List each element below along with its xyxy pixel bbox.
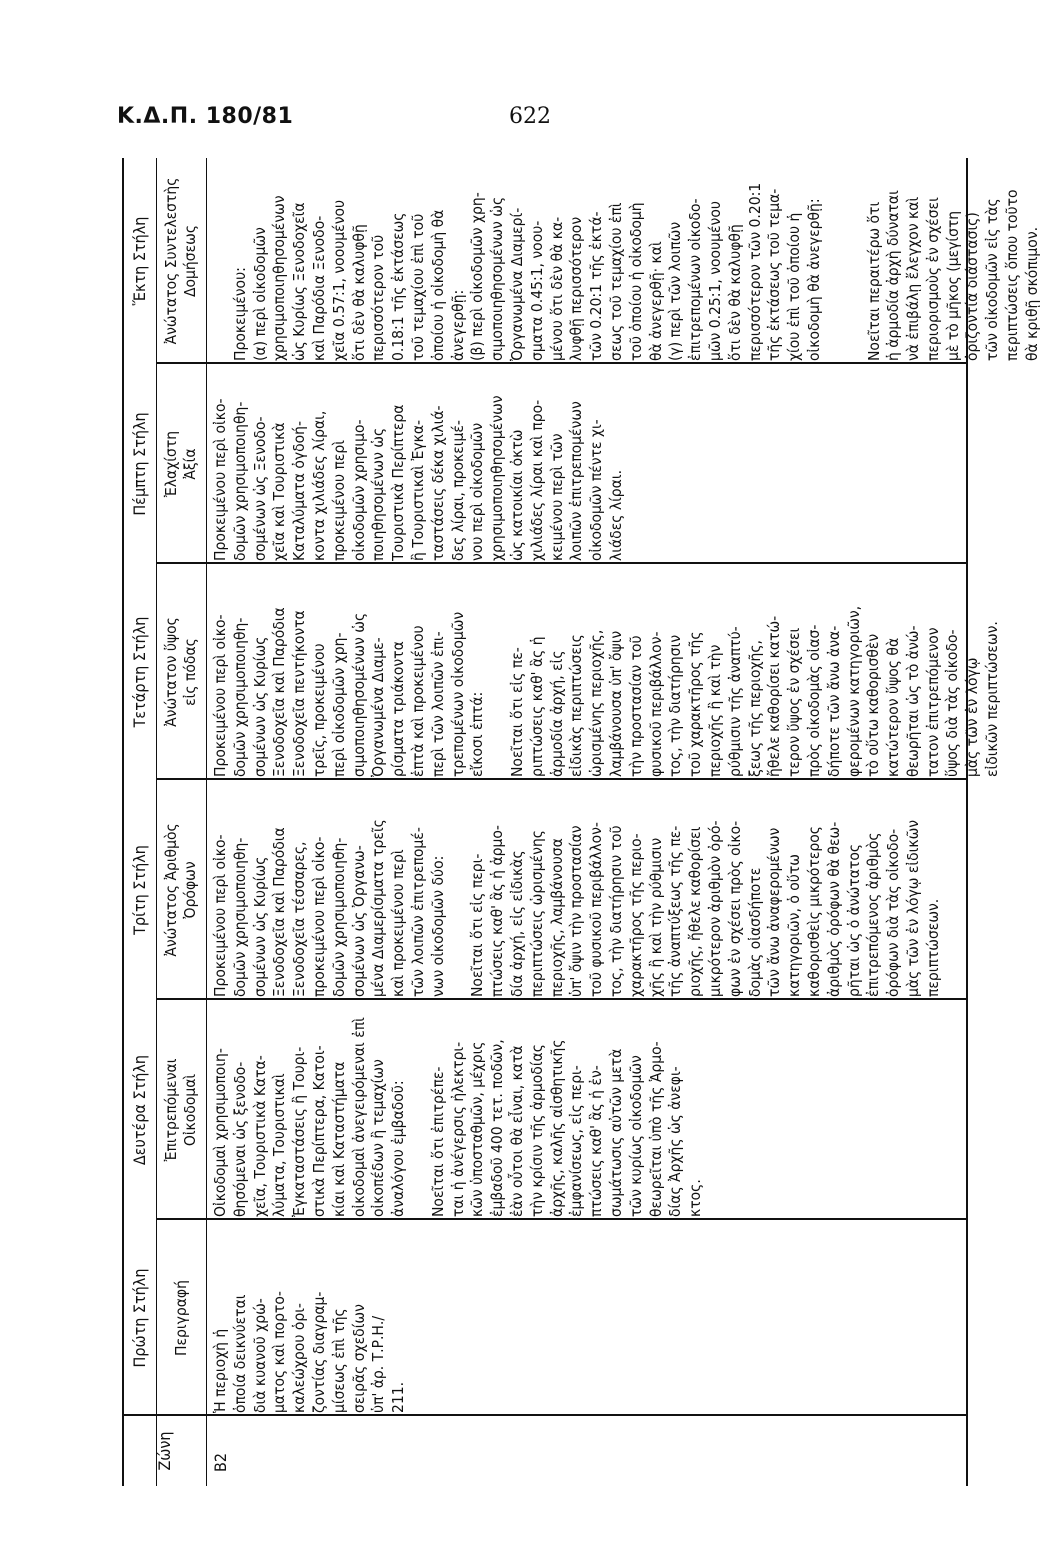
column-subtitle-6: Ἀνώτατος Συντελεστὴς Δομήσεως	[162, 177, 199, 345]
permitted-buildings-cell: Οἰκοδομαὶ χρησιμοποιη- θησόμεναι ὡς ξενοδο- χεῖα, Τουριστικὰ Κατα- λύματα, Τουριστικαὶ Ἐγκαταστάσεις ἢ Τουρι- στικὰ Περίπτερα, Κατοι- κίαι καὶ Καταστήματα οἰκοδομαὶ ἀνεγειρόμεναι ἐπὶ οἰκοπέδων ἢ τεμαχίων ἀναλόγου ἐμβαδοῦ: Νοεῖται ὅτι ἐπιτρέπε- ται ἡ ἀνέγερσις ἠλεκτρι- κῶν ὑποσταθμῶν, μέχρις ἐμβαδοῦ 400 τετ. ποδῶν, ἐὰν οὗτοι θὰ εἶναι, κατὰ τὴν κρίσιν τῆς ἁρμοδίας ἀρχῆς, καλῆς αἰσθητικῆς ἐμφανίσεως, εἰς περι- πτώσεις καθ' ἃς ἡ ἐν- σωμάτωσις αὐτῶν μετὰ τῶν κυρίως οἰκοδομῶν θεωρεῖται ὑπὸ τῆς Ἁρμο- δίας Ἀρχῆς ὡς ἀνεφι- κτος.	[211, 1017, 705, 1217]
page-header	[117, 104, 917, 138]
column-title-6: Ἕκτη Στήλη	[130, 216, 150, 306]
column-title-row	[124, 158, 157, 1486]
column-subtitle-5: Ἐλαχίστη Ἀξία	[162, 430, 199, 498]
column-subtitle-3: Ἀνώτατος Ἀριθμὸς Ὀρόφων	[162, 823, 199, 957]
minimum-value-cell: Προκειμένου περὶ οἰκο- δομῶν χρησιμοποιηθη- σομένων ὡς Ξενοδο- χεῖα καὶ Τουριστικὰ Καταλύματα ὀγδοή- κοντα χιλιάδες λίραι, προκειμένου περὶ οἰκοδομῶν χρησιμο- ποιηθησομένων ὡς Τουριστικὰ Περίπτερα ἢ Τουριστικαὶ Ἐγκα- ταστάσεις δέκα χιλιά- δες λίραι, προκειμέ- νου περὶ οἰκοδομῶν χρησιμοποιηθησομένων ὡς κατοικίαι ὀκτὼ χιλιάδες λίραι καὶ προ- κειμένου περὶ τῶν λοιπῶν ἐπιτρεπομένων οἰκοδομῶν πέντε χι- λιάδες λίραι.	[211, 395, 625, 561]
page-number: 622	[509, 104, 551, 129]
column-title-3: Τρίτη Στήλη	[130, 845, 150, 935]
building-coefficient-main: Προκειμένου: (α) περὶ οἰκοδομῶν χρησιμοποιηθησομένων ὡς Κυρίως Ξενοδοχεῖα καὶ Παρόδια Ξενοδο- χεῖα 0.57:1, νοουμένου ὅτι δὲν θὰ καλυφθῇ περισσότερον τοῦ 0.18:1 τῆς ἐκτάσεως τοῦ τεμαχίου ἐπὶ τοῦ ὁποίου ἡ οἰκοδομὴ θὰ ἀνεγερθῇ: (β) περὶ οἰκοδομῶν χρη- σιμοποιηθησομένων ὡς Ὀργανωμένα Διαμερί- σματα 0.45:1, νοου- μένου ὅτι δὲν θὰ κα- λυφθῇ περισσότερον τῶν 0.20:1 τῆς ἐκτά- σεως τοῦ τεμαχίου ἐπὶ τοῦ ὁποίου ἡ οἰκοδομὴ θὰ ἀνεγερθῇ· καὶ (γ) περὶ τῶν λοιπῶν ἐπιτρεπομένων οἰκοδο- μῶν 0.25:1, νοουμένου ὅτι δὲν θὰ καλυφθῇ περισσότερον τῶν 0.20:1 τῆς ἐκτάσεως τοῦ τεμα- χίου ἐπὶ τοῦ ὁποίου ἡ οἰκοδομὴ θὰ ἀνεγερθῇ:	[230, 182, 823, 361]
table-row	[208, 158, 1041, 1486]
column-subtitle-4: Ἀνώτατον ὕψος εἰς πόδας	[162, 617, 199, 727]
regulations-table-wrapper	[122, 158, 1041, 1486]
description-cell: Ἡ περιοχὴ ἡ ὁποία δεικνύεται διὰ κυανοῦ χρώ- ματος καὶ πορτο- καλεώχρου ὁρι- ζοντίας διαγραμ- μίσεως ἐπὶ τῆς σειρᾶς σχεδίων ὑπ' ἀρ. Τ.Ρ.Η./ 211.	[211, 1291, 408, 1413]
max-height-cell: Προκειμένου περὶ οἰκο- δομῶν χρησιμοποιηθη- σομένων ὡς Κυρίως Ξενοδοχεῖα καὶ Παρόδια Ξενοδοχεῖα πεντήκοντα τρεῖς, προκειμένου περὶ οἰκοδομῶν χρη- σιμοποιηθησομένων ὡς Ὀργανωμένα Διαμε- ρίσματα τριάκοντα ἑπτὰ καὶ προκειμένου περὶ τῶν λοιπῶν ἐπι- τρεπομένων οἰκοδομῶν εἴκοσι ἑπτά: Νοεῖται ὅτι εἰς πε- ριπτώσεις καθ' ἃς ἡ ἁρμοδία ἀρχή, εἰς εἰδικὰς περιπτώσεις ὡρισμένης περιοχῆς, λαμβάνουσα ὑπ' ὄψιν τὴν προστασίαν τοῦ φυσικοῦ περιβάλλον- τος, τὴν διατήρησιν τοῦ χαρακτῆρος τῆς περιοχῆς ἢ καὶ τὴν ρύθμισιν τῆς ἀναπτύ- ξεως τῆς περιοχῆς, ἤθελε καθορίσει κατώ- τερον ὕψος ἐν σχέσει πρὸς οἰκοδομὰς οἱασ- δήποτε τῶν ἄνω ἀνα- φερομένων κατηγοριῶν, τὸ οὕτω καθορισθὲν κατώτερον ὕψος θὰ θεωρῆται ὡς τὸ ἀνώ- τατον ἐπιτρεπόμενον ὕψος διὰ τὰς οἰκοδο- μὰς τῶν ἐν λόγῳ εἰδικῶν περιπτώσεων.	[211, 605, 1002, 777]
column-subtitle-1: Περιγραφή	[171, 1280, 190, 1356]
zone-header: Ζώνη	[155, 1431, 175, 1471]
regulations-table	[122, 158, 1041, 1486]
column-subtitle-2: Ἐπιτρεπόμεναι Οἰκοδομαὶ	[162, 1058, 199, 1162]
column-title-4: Τετάρτη Στήλη	[130, 616, 150, 728]
law-reference: Κ.Δ.Π. 180/81	[117, 104, 294, 129]
max-floors-cell: Προκειμένου περὶ οἰκο- δομῶν χρησιμοποιηθη- σομένων ὡς Κυρίως Ξενοδοχεῖα καὶ Παρόδια Ξενοδοχεῖα τέσσαρες, προκειμένου περὶ οἰκο- δομῶν χρησιμοποιηθη- σομένων ὡς Ὀργανω- μένα Διαμερίσματα τρεῖς καὶ προκειμένου περὶ τῶν λοιπῶν ἐπιτρεπομέ- νων οἰκοδομῶν δύο: Νοεῖται ὅτι εἰς περι- πτώσεις καθ' ἃς ἡ ἁρμο- δία ἀρχή, εἰς εἰδικὰς περιπτώσεις ὡρισμένης περιοχῆς, λαμβάνουσα ὑπ' ὄψιν τὴν προστασίαν τοῦ φυσικοῦ περιβάλλον- τος, τὴν διατήρησιν τοῦ χαρακτῆρος τῆς περιο- χῆς ἢ καὶ τὴν ρύθμισιν τῆς ἀναπτύξεως τῆς πε- ριοχῆς, ἤθελε καθορίσει μικρότερον ἀριθμὸν ὀρό- φων ἐν σχέσει πρὸς οἰκο- δομὰς οἱασδήποτε τῶν ἄνω ἀναφερομένων κατηγοριῶν, ὁ οὕτω καθορισθεὶς μικρότερος ἀριθμὸς ὀρόφων θὰ θεω- ρῆται ὡς ὁ ἀνώτατος ἐπιτρεπόμενος ἀριθμὸς ὀρόφων διὰ τὰς οἰκοδο- μὰς τῶν ἐν λόγῳ εἰδικῶν περιπτώσεων.	[211, 819, 942, 997]
column-title-1: Πρώτη Στήλη	[130, 1268, 150, 1368]
building-coefficient-cell	[208, 158, 1041, 364]
building-coefficient-proviso: Νοεῖται περαιτέρω ὅτι ἡ ἁρμοδία ἀρχὴ δύναται νὰ ἐπιβάλῃ ἔλεγχον καὶ περιορισμοὺς ἐν σχέσει μὲ τὸ μῆκος (μεγίστη ὁριζοντία διάστασις) τῶν οἰκοδομῶν εἰς τὰς περιπτώσεις ὅπου τοῦτο θὰ κριθῇ σκόπιμον.	[864, 189, 1041, 361]
zone-cell: Β2	[211, 1452, 230, 1472]
column-title-5: Πέμπτη Στήλη	[130, 412, 150, 516]
column-title-2: Δευτέρα Στήλη	[130, 1054, 150, 1166]
